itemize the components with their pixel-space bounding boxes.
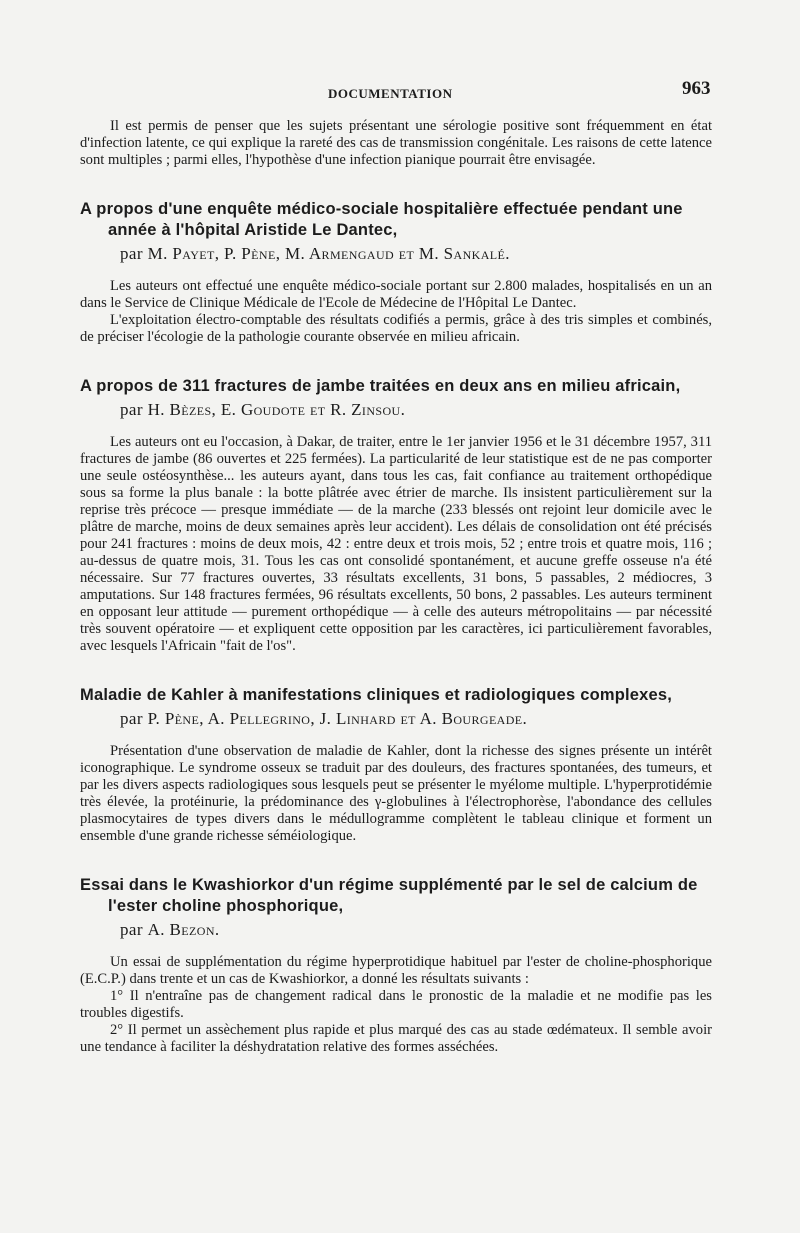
page-number: 963 — [682, 78, 711, 99]
authors-names: P. Pène, A. Pellegrino, J. Linhard et A. Bourgeade. — [147, 709, 528, 728]
article-title: Essai dans le Kwashiorkor d'un régime supplémenté par le sel de calcium de l'ester choline phosphorique, — [80, 876, 698, 915]
article-authors — [120, 919, 712, 940]
page-header — [0, 78, 800, 108]
article-2 — [80, 376, 712, 655]
authors-prefix: par — [120, 709, 143, 728]
page-content — [80, 118, 712, 1056]
article-paragraph: Présentation d'une observation de maladie de Kahler, dont la richesse des signes présente un intérêt iconographique. Le syndrome osseux se traduit par des douleurs, des fractures spontanées, des tumeurs, et par les divers aspects radiologiques sous lesquels peut se présenter le myélome multiple. L'hyperprotidémie très élevée, la protéinurie, la prédominance des γ-globulines à l'électrophorèse, l'abondance des cellules plasmocytaires de types divers dans le médullogramme complètent le tableau clinique et forment un ensemble d'une grande richesse séméiologique. — [80, 743, 712, 844]
article-authors — [120, 399, 712, 420]
authors-prefix: par — [120, 920, 143, 939]
article-1 — [80, 199, 712, 346]
authors-prefix: par — [120, 244, 143, 263]
article-paragraph: Un essai de supplémentation du régime hyperprotidique habituel par l'ester de choline-phosphorique (E.C.P.) dans trente et un cas de Kwashiorkor, a donné les résultats suivants : — [80, 954, 712, 987]
article-authors — [120, 708, 712, 729]
article-paragraph: 1° Il n'entraîne pas de changement radical dans le pronostic de la maladie et ne modifie pas les troubles digestifs. — [80, 988, 712, 1021]
article-4 — [80, 875, 712, 1056]
intro-paragraph: Il est permis de penser que les sujets présentant une sérologie positive sont fréquemment en état d'infection latente, ce qui explique la rareté des cas de transmission congénitale. Les raisons de cette latence sont multiples ; parmi elles, l'hypothèse d'une infection pianique pourrait être envisagée. — [80, 118, 712, 168]
article-title: A propos d'une enquête médico-sociale hospitalière effectuée pendant une année à l'hôpital Aristide Le Dantec, — [80, 200, 683, 239]
article-3 — [80, 685, 712, 845]
authors-names: H. Bèzes, E. Goudote et R. Zinsou. — [147, 400, 406, 419]
authors-names: A. Bezon. — [147, 920, 220, 939]
article-paragraph: L'exploitation électro-comptable des résultats codifiés a permis, grâce à des tris simples et combinés, de préciser l'écologie de la pathologie courante observée en milieu africain. — [80, 312, 712, 345]
article-title: Maladie de Kahler à manifestations cliniques et radiologiques complexes, — [80, 686, 673, 704]
authors-prefix: par — [120, 400, 143, 419]
article-title: A propos de 311 fractures de jambe traitées en deux ans en milieu africain, — [80, 377, 681, 395]
article-authors — [120, 243, 712, 264]
running-head: DOCUMENTATION — [328, 86, 453, 101]
article-paragraph: Les auteurs ont eu l'occasion, à Dakar, de traiter, entre le 1er janvier 1956 et le 31 décembre 1957, 311 fractures de jambe (86 ouvertes et 225 fermées). La particularité de leur statistique est de ne pas comporter une seule ostéosynthèse... les auteurs ayant, dans tous les cas, fait confiance au traitement orthopédique sous sa forme la plus banale : la botte plâtrée avec étrier de marche. Ils insistent particulièrement sur la reprise très précoce — presque immédiate — de la marche (233 blessés ont rejoint leur domicile avec le plâtre de marche, moins de deux semaines après leur accident). Les délais de consolidation ont été précisés pour 241 fractures : moins de deux mois, 42 : entre deux et trois mois, 52 ; entre trois et quatre mois, 116 ; au-dessus de quatre mois, 31. Tous les cas ont consolidé spontanément, et aucune greffe osseuse n'a été nécessaire. Sur 77 fractures ouvertes, 33 résultats excellents, 31 bons, 5 passables, 2 médiocres, 3 amputations. Sur 148 fractures fermées, 96 résultats excellents, 50 bons, 2 passables. Les auteurs terminent en opposant leur attitude — purement orthopédique — à celle des auteurs métropolitains — par nécessité très souvent opératoire — et expliquent cette opposition par les caractères, ici particulièrement favorables, avec lesquels l'Africain "fait de l'os". — [80, 434, 712, 654]
authors-names: M. Payet, P. Pène, M. Armengaud et M. Sankalé. — [147, 244, 510, 263]
article-paragraph: 2° Il permet un assèchement plus rapide et plus marqué des cas au stade œdémateux. Il semble avoir une tendance à faciliter la déshydratation relative des formes asséchées. — [80, 1022, 712, 1055]
article-paragraph: Les auteurs ont effectué une enquête médico-sociale portant sur 2.800 malades, hospitalisés en un an dans le Service de Clinique Médicale de l'Ecole de Médecine de l'Hôpital Le Dantec. — [80, 278, 712, 311]
